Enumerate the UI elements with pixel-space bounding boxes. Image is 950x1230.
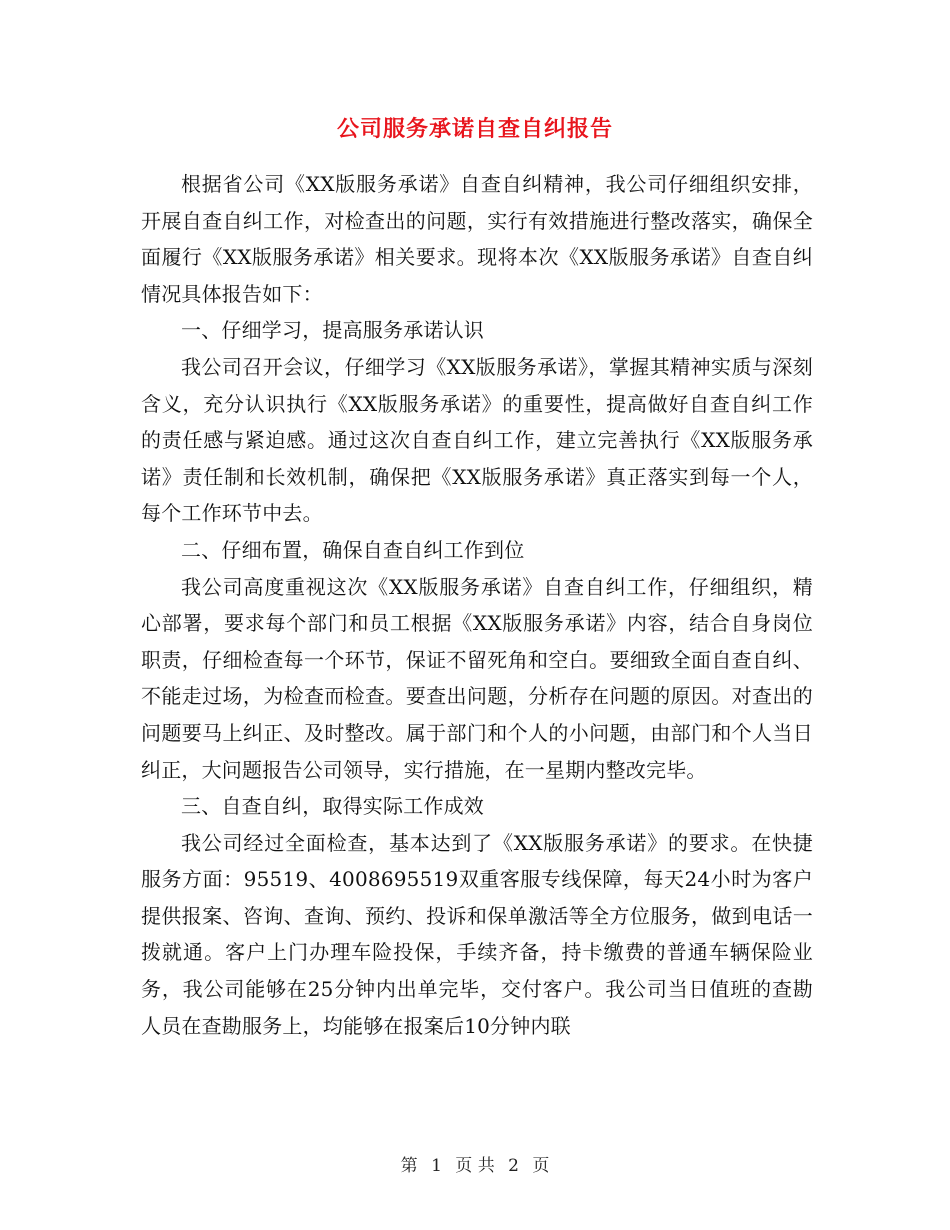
section-heading-1: 一、仔细学习，提高服务承诺认识 [181, 318, 484, 343]
document-body [141, 166, 813, 1044]
section-paragraph-1: 我公司召开会议，仔细学习《XX版服务承诺》，掌握其精神实质与深刻含义，充分认识执行《XX版服务承诺》的重要性，提高做好自查自纠工作的责任感与紧迫感。通过这次自查自纠工作，建立完善执行《XX版服务承诺》责任制和长效机制，确保把《XX版服务承诺》真正落实到每一个人，每个工作环节中去。 [141, 354, 813, 526]
section-heading-3: 三、自查自纠，取得实际工作成效 [181, 794, 484, 819]
total-page-number: 2 [508, 1156, 519, 1176]
page-prefix: 第 [400, 1156, 418, 1176]
section-paragraph-2: 我公司高度重视这次《XX版服务承诺》自查自纠工作，仔细组织，精心部署，要求每个部门和员工根据《XX版服务承诺》内容，结合自身岗位职责，仔细检查每一个环节，保证不留死角和空白。要细致全面自查自纠、不能走过场，为检查而检查。要查出问题，分析存在问题的原因。对查出的问题要马上纠正、及时整改。属于部门和个人的小问题，由部门和个人当日纠正，大问题报告公司领导，实行措施，在一星期内整改完毕。 [141, 574, 813, 782]
page-middle-text: 页 共 [455, 1156, 495, 1176]
section-paragraph-3: 我公司经过全面检查，基本达到了《XX版服务承诺》的要求。在快捷服务方面：95519、4008695519双重客服专线保障，每天24小时为客户提供报案、咨询、查询、预约、投诉和保单激活等全方位服务，做到电话一拨就通。客户上门办理车险投保，手续齐备，持卡缴费的普通车辆保险业务，我公司能够在25分钟内出单完毕，交付客户。我公司当日值班的查勘人员在查勘服务上，均能够在报案后10分钟内联 [141, 830, 813, 1038]
document-title: 公司服务承诺自查自纠报告 [336, 116, 613, 142]
page-suffix: 页 [532, 1156, 550, 1176]
section-heading-2: 二、仔细布置，确保自查自纠工作到位 [181, 537, 525, 562]
current-page-number: 1 [431, 1156, 442, 1176]
page-footer [0, 1154, 950, 1178]
intro-paragraph: 根据省公司《XX版服务承诺》自查自纠精神，我公司仔细组织安排，开展自查自纠工作，对检查出的问题，实行有效措施进行整改落实，确保全面履行《XX版服务承诺》相关要求。现将本次《XX版服务承诺》自查自纠情况具体报告如下： [141, 172, 813, 306]
